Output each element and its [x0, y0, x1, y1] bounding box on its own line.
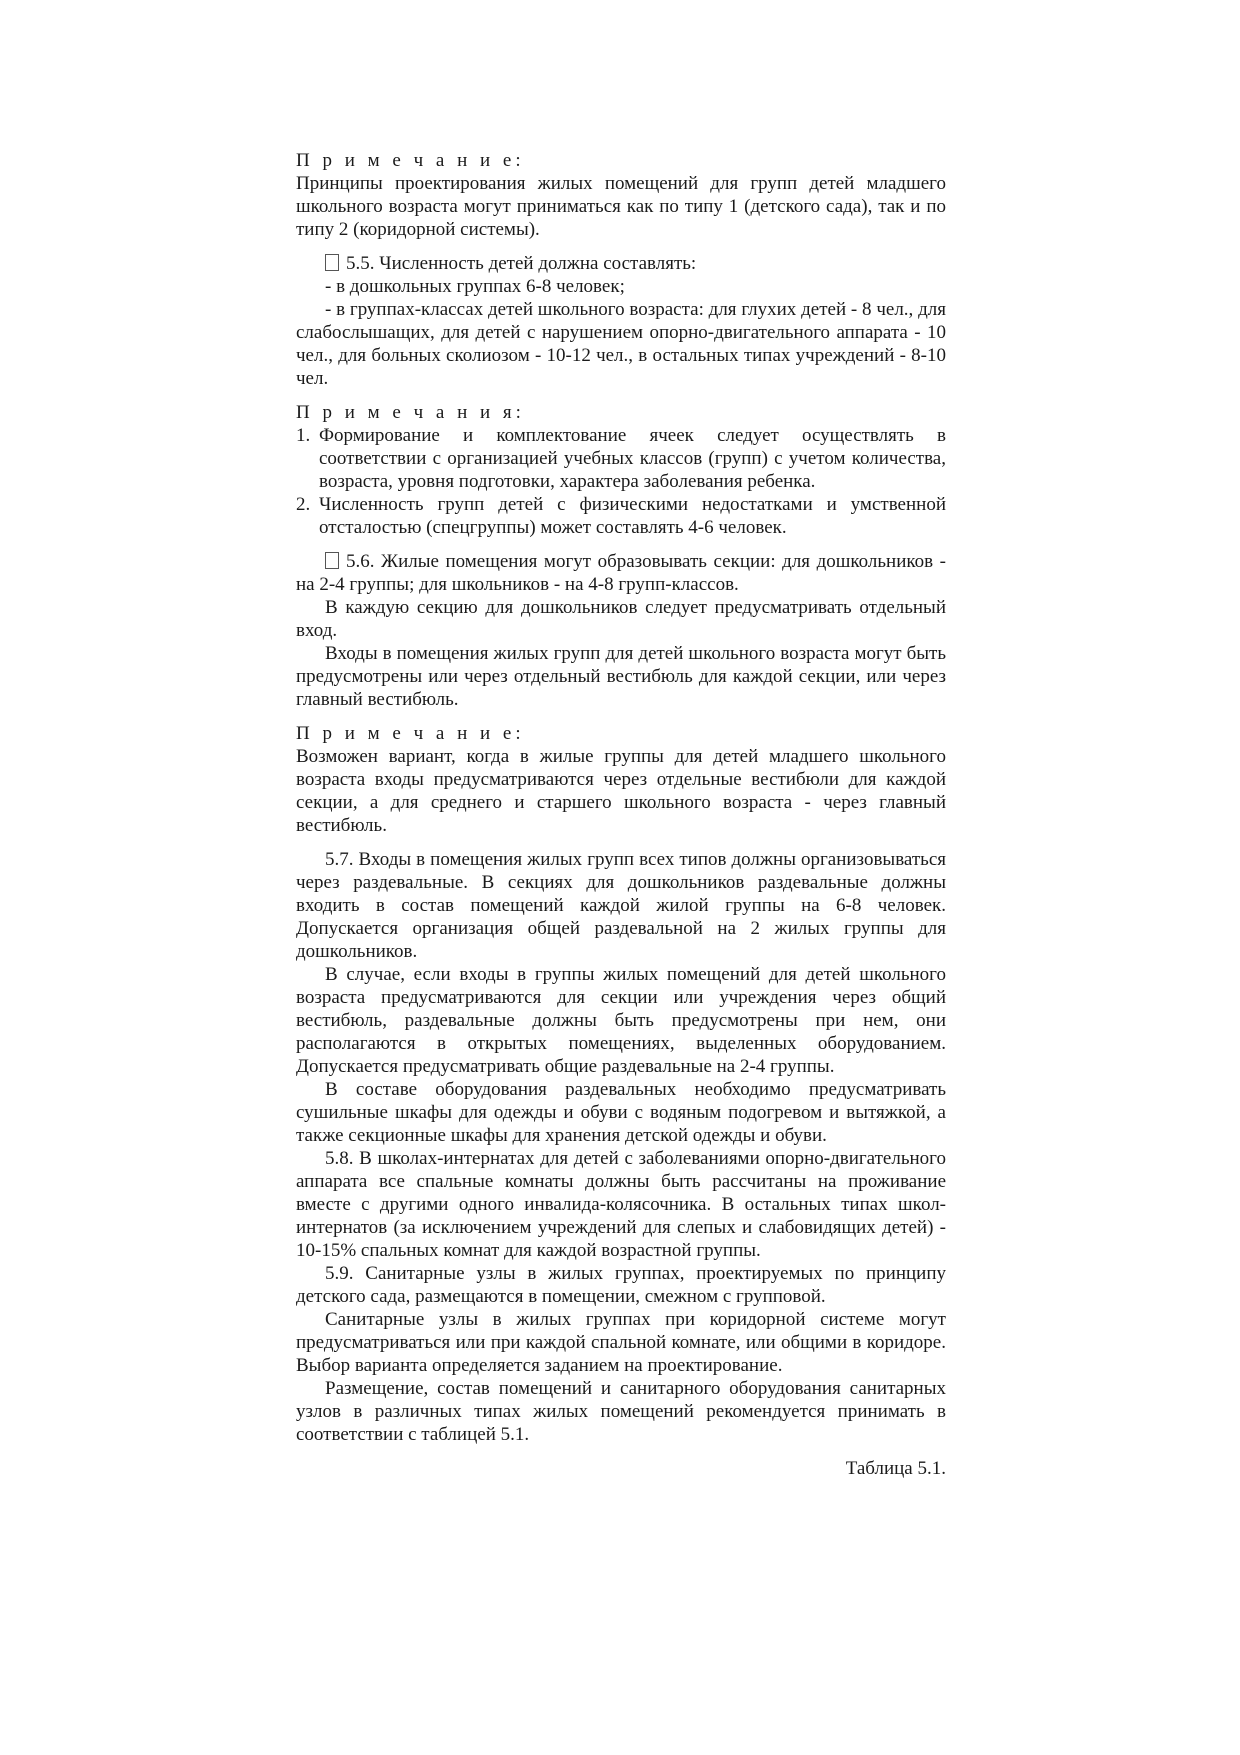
section-5-7-paragraph: В случае, если входы в группы жилых помещений для детей школьного возраста предусматриваются для секции или учреждения через общий вестибюль, раздевальные должны быть предусмотрены при нем, они располагаются в открытых помещениях, выделенных оборудованием. Допускается предусматривать общие раздевальные на 2-4 группы.	[296, 964, 946, 1077]
section-5-6-paragraph: 5.6. Жилые помещения могут образовывать секции: для дошкольников - на 2-4 группы; для школьников - на 4-8 групп-классов.	[296, 551, 946, 595]
section-5-6-paragraph: Входы в помещения жилых групп для детей школьного возраста могут быть предусмотрены или через отдельный вестибюль для каждой секции, или через главный вестибюль.	[296, 643, 946, 710]
notes-title: П р и м е ч а н и я:	[296, 402, 525, 423]
note-title: П р и м е ч а н и е:	[296, 723, 525, 744]
section-5-6-paragraph: В каждую секцию для дошкольников следует предусматривать отдельный вход.	[296, 597, 946, 641]
note-text: Принципы проектирования жилых помещений для групп детей младшего школьного возраста могут приниматься как по типу 1 (детского сада), так и по типу 2 (коридорной системы).	[296, 173, 946, 240]
note-text: Возможен вариант, когда в жилые группы для детей младшего школьного возраста входы предусматриваются через отдельные вестибюли для каждой секции, а для среднего и старшего школьного возраста - через главный вестибюль.	[296, 746, 946, 836]
section-5-5-item: - в дошкольных группах 6-8 человек;	[325, 276, 625, 297]
section-5-7-paragraph: 5.7. Входы в помещения жилых групп всех типов должны организовываться через раздевальные. В секциях для дошкольников раздевальные должны входить в состав помещений каждой жилой группы на 6-8 человек. Допускается организация общей раздевальной на 2 жилых группы для дошкольников.	[296, 849, 946, 962]
document-page	[296, 149, 946, 1480]
section-5-5-heading: 5.5. Численность детей должна составлять:	[296, 252, 946, 275]
marker-icon	[325, 254, 339, 271]
notes-list-item: 1. Формирование и комплектование ячеек следует осуществлять в соответствии с организацией учебных классов (групп) с учетом количества, возраста, уровня подготовки, характера заболевания ребенка.	[296, 425, 946, 492]
section-5-9-paragraph: 5.9. Санитарные узлы в жилых группах, проектируемых по принципу детского сада, размещаются в помещении, смежном с групповой.	[296, 1263, 946, 1307]
section-5-9-paragraph: Размещение, состав помещений и санитарного оборудования санитарных узлов в различных типах жилых помещений рекомендуется принимать в соответствии с таблицей 5.1.	[296, 1378, 946, 1445]
section-5-7-paragraph: В составе оборудования раздевальных необходимо предусматривать сушильные шкафы для одежды и обуви с водяным подогревом и вытяжкой, а также секционные шкафы для хранения детской одежды и обуви.	[296, 1079, 946, 1146]
notes-list-item: 2. Численность групп детей с физическими недостатками и умственной отсталостью (спецгруппы) может составлять 4-6 человек.	[296, 494, 946, 538]
section-5-5-item: - в группах-классах детей школьного возраста: для глухих детей - 8 чел., для слабослышащих, для детей с нарушением опорно-двигательного аппарата - 10 чел., для больных сколиозом - 10-12 чел., в остальных типах учреждений - 8-10 чел.	[296, 299, 946, 389]
marker-icon	[325, 552, 339, 569]
notes-list	[296, 424, 946, 539]
section-5-8-paragraph: 5.8. В школах-интернатах для детей с заболеваниями опорно-двигательного аппарата все спальные комнаты должны быть рассчитаны на проживание вместе с другими одного инвалида-колясочника. В остальных типах школ-интернатов (за исключением учреждений для слепых и слабовидящих детей) - 10-15% спальных комнат для каждой возрастной группы.	[296, 1148, 946, 1261]
note-title: П р и м е ч а н и е:	[296, 150, 525, 171]
table-caption: Таблица 5.1.	[845, 1458, 946, 1479]
section-5-9-paragraph: Санитарные узлы в жилых группах при коридорной системе могут предусматриваться или при каждой спальной комнате, или общими в коридоре. Выбор варианта определяется заданием на проектирование.	[296, 1309, 946, 1376]
